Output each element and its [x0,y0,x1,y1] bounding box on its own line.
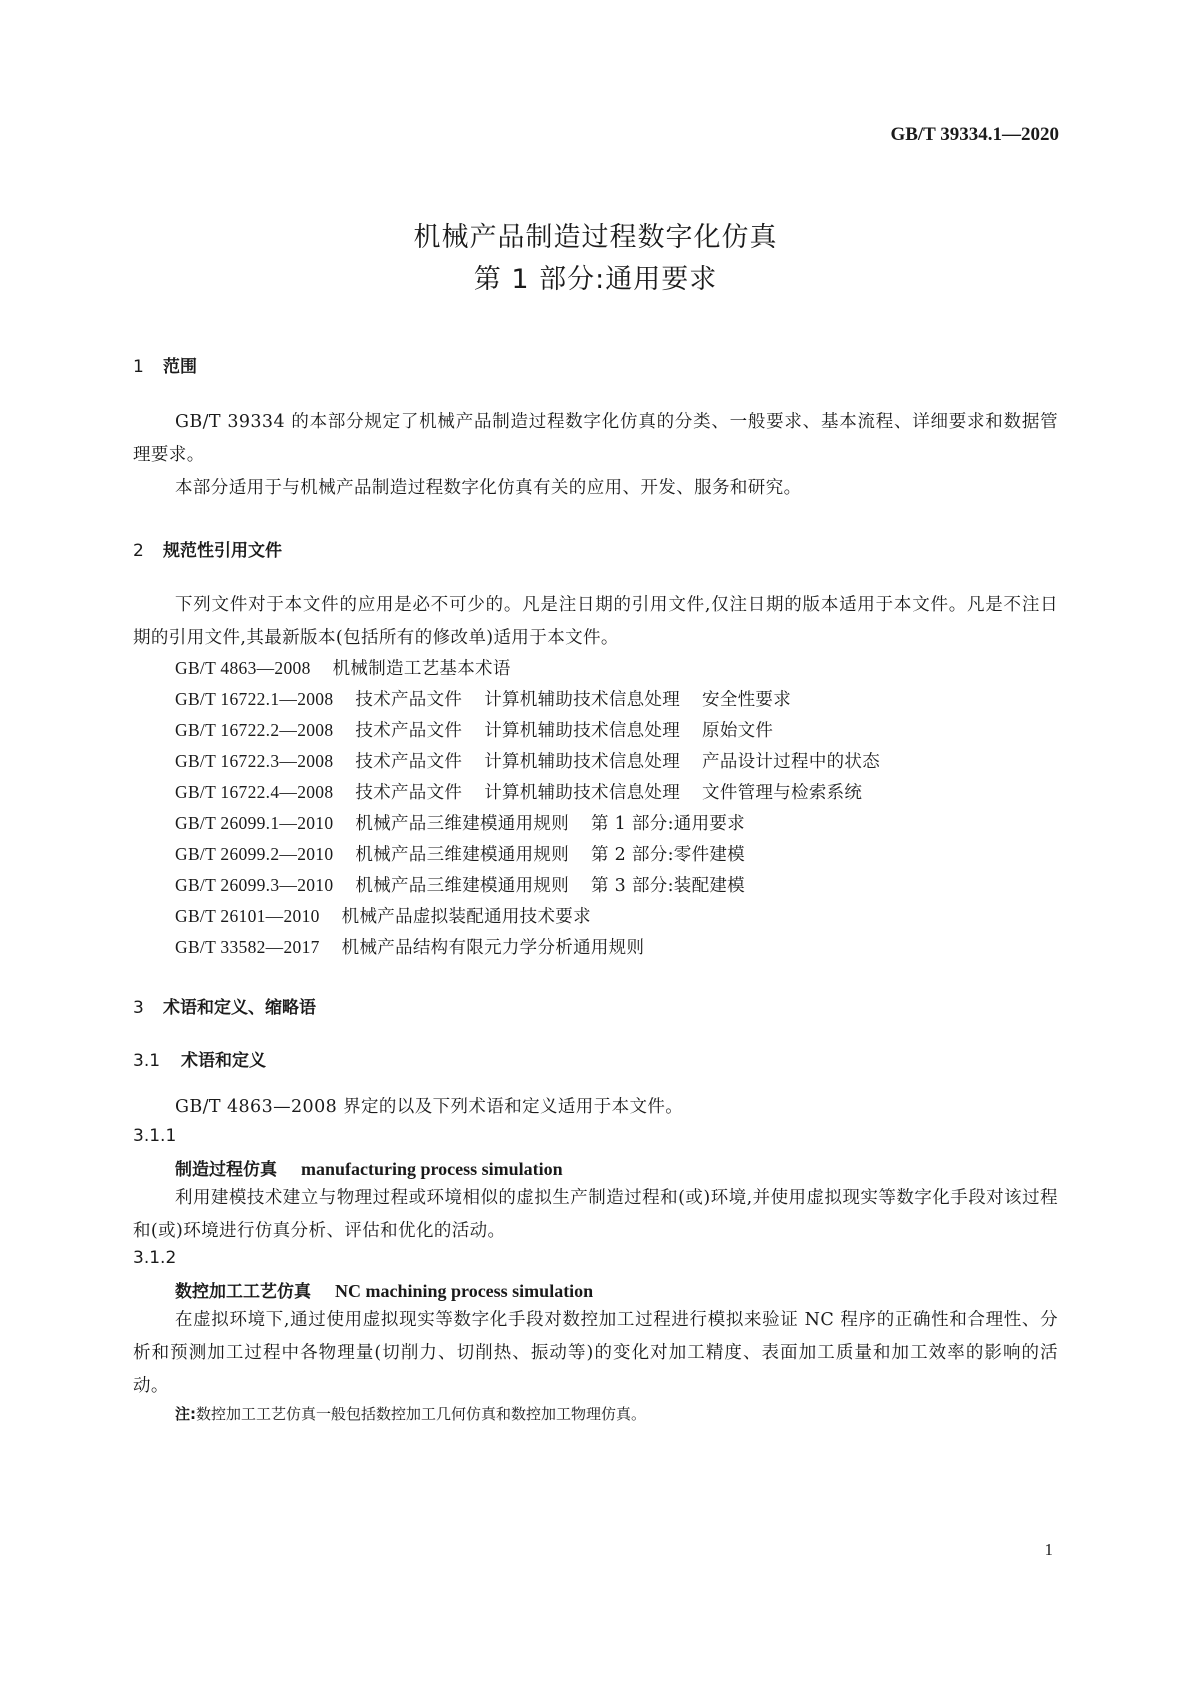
reference-item [175,655,533,680]
reference-title: 机械产品结构有限元力学分析通用规则 [341,938,645,958]
reference-title: 计算机辅助技术信息处理 [484,690,681,710]
note-text: 数控加工工艺仿真一般包括数控加工几何仿真和数控加工物理仿真。 [196,1405,647,1423]
reference-title: 计算机辅助技术信息处理 [484,783,681,803]
term-heading [175,1277,593,1302]
page-number: 1 [1044,1540,1053,1559]
reference-item [175,686,813,711]
reference-code: GB/T 16722.1—2008 [175,689,334,709]
reference-title: 原始文件 [702,721,774,741]
reference-title: 技术产品文件 [355,752,463,772]
reference-code: GB/T 33582—2017 [175,937,320,957]
reference-item [175,810,767,835]
reference-item [175,748,902,773]
term-definition: 利用建模技术建立与物理过程或环境相似的虚拟生产制造过程和(或)环境,并使用虚拟现实等数字化手段对该过程和(或)环境进行仿真分析、评估和优化的活动。 [133,1188,1058,1241]
reference-title: 技术产品文件 [355,690,463,710]
note-label: 注: [175,1405,196,1423]
reference-item [175,841,767,866]
reference-title: 机械制造工艺基本术语 [332,659,511,679]
reference-title: 第 3 部分:装配建模 [591,876,745,896]
term-english: NC machining process simulation [335,1281,594,1301]
reference-code: GB/T 26099.2—2010 [175,844,334,864]
reference-title: 计算机辅助技术信息处理 [484,721,681,741]
section-title: 术语和定义、缩略语 [163,998,316,1018]
reference-item [175,779,884,804]
term-number: 3.1.2 [133,1248,177,1268]
term-english: manufacturing process simulation [301,1159,563,1179]
reference-code: GB/T 26099.1—2010 [175,813,334,833]
section-number: 2 [133,541,144,561]
reference-title: 技术产品文件 [355,783,463,803]
reference-title: 文件管理与检索系统 [702,783,863,803]
reference-code: GB/T 16722.2—2008 [175,720,334,740]
reference-code: GB/T 26099.3—2010 [175,875,334,895]
section-1-paragraph-1: GB/T 39334 的本部分规定了机械产品制造过程数字化仿真的分类、一般要求、基本流程、详细要求和数据管理要求。 [133,412,1058,465]
reference-title: 第 1 部分:通用要求 [591,814,745,834]
reference-item [175,934,666,959]
title-line-1: 机械产品制造过程数字化仿真 [413,222,778,253]
title-line-2: 第 1 部分:通用要求 [473,264,718,295]
term-definition: 在虚拟环境下,通过使用虚拟现实等数字化手段对数控加工过程进行模拟来验证 NC 程序的正确性和合理性、分析和预测加工过程中各物理量(切削力、切削热、振动等)的变化对加工精度、表面加工质量和加工效率的影响的活动。 [133,1310,1058,1396]
section-number: 3 [133,998,144,1018]
section-title: 范围 [163,357,197,377]
reference-title: 机械产品三维建模通用规则 [355,814,570,834]
section-3-heading [133,993,316,1018]
reference-item [175,717,795,742]
reference-code: GB/T 4863—2008 [175,658,311,678]
reference-title: 技术产品文件 [355,721,463,741]
reference-title: 机械产品虚拟装配通用技术要求 [341,907,591,927]
section-2-heading [133,536,282,561]
reference-title: 机械产品三维建模通用规则 [355,845,570,865]
section-1-heading [133,352,197,377]
section-number: 3.1 [133,1051,161,1071]
term-number: 3.1.1 [133,1126,177,1146]
reference-title: 安全性要求 [702,690,792,710]
reference-title: 产品设计过程中的状态 [702,752,881,772]
reference-item [175,903,613,928]
reference-title: 机械产品三维建模通用规则 [355,876,570,896]
standard-code: GB/T 39334.1—2020 [890,124,1059,145]
section-2-intro: 下列文件对于本文件的应用是必不可少的。凡是注日期的引用文件,仅注日期的版本适用于本文件。凡是不注日期的引用文件,其最新版本(包括所有的修改单)适用于本文件。 [133,595,1058,648]
reference-code: GB/T 26101—2010 [175,906,320,926]
reference-code: GB/T 16722.3—2008 [175,751,334,771]
term-chinese: 数控加工工艺仿真 [175,1282,311,1302]
section-3-1-heading [133,1046,266,1071]
reference-item [175,872,767,897]
section-1-paragraph-2: 本部分适用于与机械产品制造过程数字化仿真有关的应用、开发、服务和研究。 [175,478,802,498]
term-heading [175,1155,563,1180]
reference-title: 第 2 部分:零件建模 [591,845,745,865]
term-note [175,1403,646,1424]
term-chinese: 制造过程仿真 [175,1160,277,1180]
section-title: 规范性引用文件 [163,541,282,561]
reference-code: GB/T 16722.4—2008 [175,782,334,802]
section-number: 1 [133,357,144,377]
section-title: 术语和定义 [181,1051,266,1071]
reference-title: 计算机辅助技术信息处理 [484,752,681,772]
section-3-1-intro: GB/T 4863—2008 界定的以及下列术语和定义适用于本文件。 [175,1097,684,1117]
